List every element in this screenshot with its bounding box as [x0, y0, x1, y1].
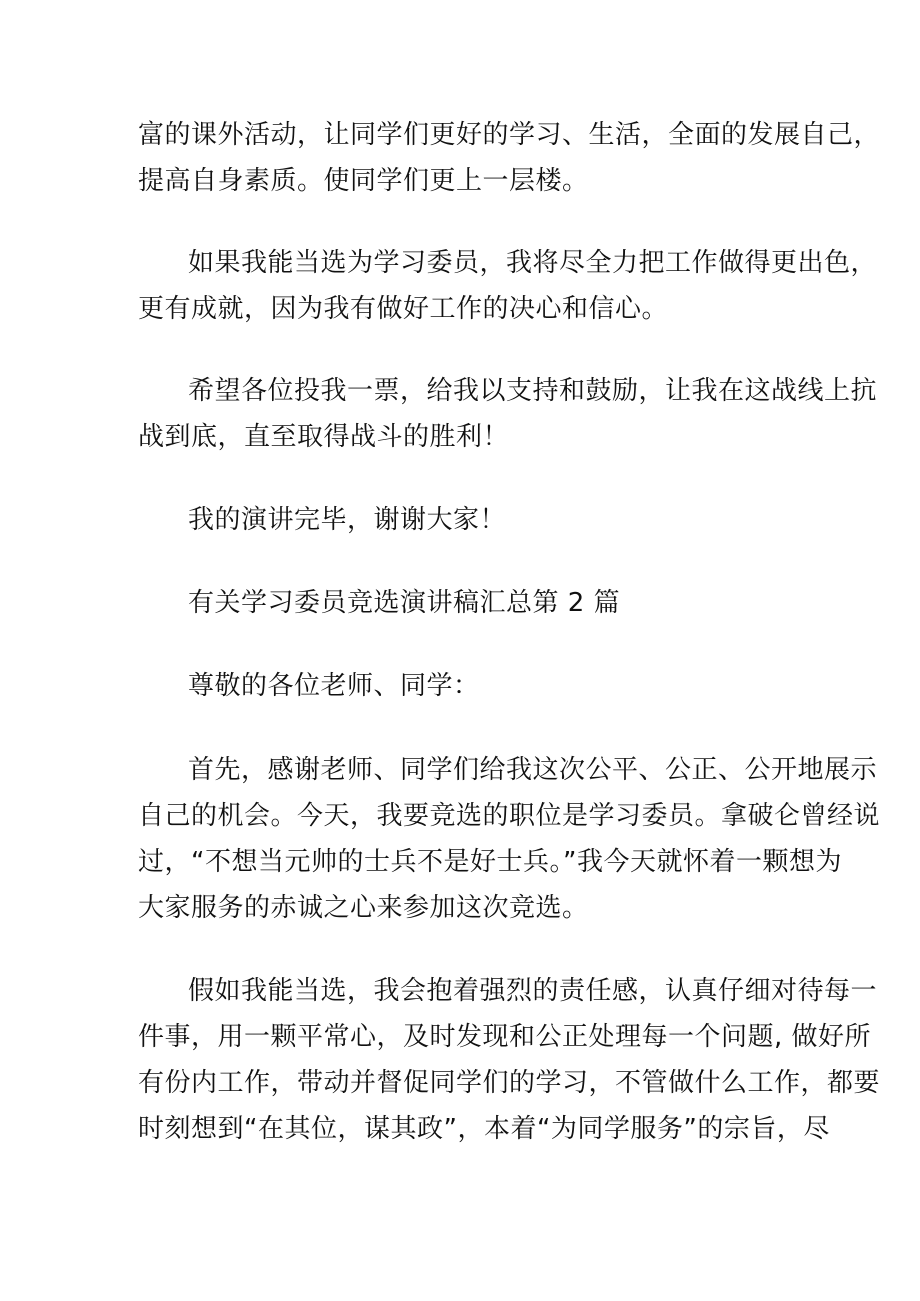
paragraph-line: 提高自身素质。使同学们更上一层楼。 — [138, 166, 589, 196]
paragraph-line: 过，“不想当元帅的士兵不是好士兵。”我今天就怀着一颗想为 — [138, 847, 842, 877]
paragraph-line: 富的课外活动，让同学们更好的学习、生活，全面的发展自己， — [138, 120, 881, 150]
paragraph-line: 首先，感谢老师、同学们给我这次公平、公正、公开地展示 — [188, 755, 878, 785]
paragraph-line: 我的演讲完毕，谢谢大家！ — [188, 505, 507, 535]
paragraph-line: 件事，用一颗平常心，及时发现和公正处理每一个问题, 做好所 — [138, 1022, 872, 1052]
paragraph-line: 假如我能当选，我会抱着强烈的责任感，认真仔细对待每一 — [188, 976, 878, 1006]
paragraph-line: 自己的机会。今天，我要竞选的职位是学习委员。拿破仑曾经说 — [138, 801, 881, 831]
paragraph-line: 大家服务的赤诚之心来参加这次竞选。 — [138, 893, 589, 923]
paragraph-line: 更有成就，因为我有做好工作的决心和信心。 — [138, 294, 669, 324]
paragraph-line: 如果我能当选为学习委员，我将尽全力把工作做得更出色， — [188, 248, 878, 278]
paragraph-line: 希望各位投我一票，给我以支持和鼓励，让我在这战线上抗 — [188, 376, 878, 406]
paragraph-line: 时刻想到“在其位，谋其政”，本着“为同学服务”的宗旨，尽 — [138, 1114, 830, 1144]
paragraph-line: 有份内工作，带动并督促同学们的学习，不管做什么工作，都要 — [138, 1068, 881, 1098]
salutation: 尊敬的各位老师、同学： — [188, 671, 480, 701]
paragraph-line: 战到底，直至取得战斗的胜利！ — [138, 422, 510, 452]
section-heading: 有关学习委员竞选演讲稿汇总第 2 篇 — [188, 588, 621, 618]
